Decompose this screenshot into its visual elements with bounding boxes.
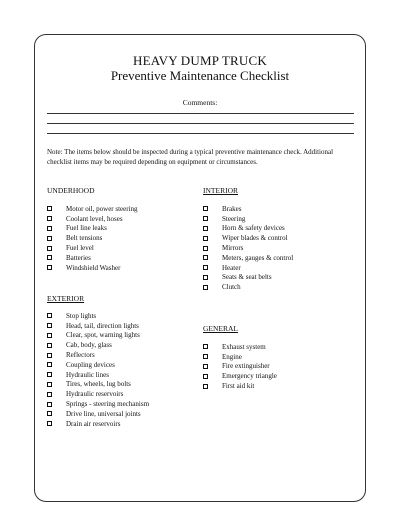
comment-line-2[interactable] <box>47 123 354 124</box>
checklist-item <box>203 214 293 224</box>
checklist-item-label: Clear, spot, warning lights <box>66 331 140 340</box>
checkbox[interactable] <box>47 362 52 367</box>
checklist-item <box>47 214 138 224</box>
checkbox[interactable] <box>47 216 52 221</box>
checkbox[interactable] <box>47 265 52 270</box>
checkbox[interactable] <box>203 265 208 270</box>
checkbox[interactable] <box>203 206 208 211</box>
checklist-item <box>47 419 149 429</box>
checklist-item-label: Coupling devices <box>66 360 115 369</box>
checklist-item <box>47 340 149 350</box>
list-exterior <box>47 311 149 429</box>
checklist-item <box>203 263 293 273</box>
checklist-item-label: Steering <box>222 214 246 223</box>
checklist-item <box>47 233 138 243</box>
checkbox[interactable] <box>47 343 52 348</box>
checklist-item <box>47 331 149 341</box>
checklist-item-label: Heater <box>222 263 241 272</box>
section-heading-exterior: EXTERIOR <box>47 294 85 303</box>
checklist-item-label: Reflectors <box>66 351 95 360</box>
checklist-item-label: Clutch <box>222 283 241 292</box>
checklist-item-label: Coolant level, hoses <box>66 214 123 223</box>
checklist-item-label: Brakes <box>222 204 242 213</box>
checklist-item <box>47 380 149 390</box>
checklist-item <box>203 371 277 381</box>
checklist-item-label: Hydraulic reservoirs <box>66 390 124 399</box>
checklist-item-label: First aid kit <box>222 382 255 391</box>
checklist-item <box>47 311 149 321</box>
checklist-item-label: Belt tensions <box>66 234 103 243</box>
list-interior <box>203 204 293 292</box>
checklist-item-label: Windshield Washer <box>66 263 121 272</box>
checkbox[interactable] <box>47 313 52 318</box>
checklist-item-label: Seats & seat belts <box>222 273 272 282</box>
checklist-sheet <box>34 34 366 502</box>
checkbox[interactable] <box>47 255 52 260</box>
checklist-item-label: Head, tail, direction lights <box>66 321 139 330</box>
checklist-item <box>203 253 293 263</box>
checkbox[interactable] <box>47 206 52 211</box>
checklist-item <box>203 243 293 253</box>
page-title: HEAVY DUMP TRUCK <box>133 53 267 68</box>
checkbox[interactable] <box>203 285 208 290</box>
checklist-item-label: Mirrors <box>222 244 244 253</box>
checkbox[interactable] <box>47 372 52 377</box>
checklist-item <box>47 204 138 214</box>
checklist-item-label: Springs - steering mechanism <box>66 400 150 409</box>
checklist-item <box>203 362 277 372</box>
checklist-item <box>47 321 149 331</box>
comment-line-1[interactable] <box>47 113 354 114</box>
checklist-item <box>203 381 277 391</box>
checklist-item-label: Drive line, universal joints <box>66 409 141 418</box>
checklist-item <box>47 263 138 273</box>
checklist-item <box>47 370 149 380</box>
checkbox[interactable] <box>203 236 208 241</box>
checkbox[interactable] <box>203 246 208 251</box>
checkbox[interactable] <box>203 354 208 359</box>
checklist-item-label: Hydraulic lines <box>66 370 109 379</box>
checkbox[interactable] <box>203 384 208 389</box>
checkbox[interactable] <box>47 333 52 338</box>
checklist-item <box>203 352 277 362</box>
checklist-item-label: Drain air reservoirs <box>66 419 121 428</box>
checklist-item-label: Horn & safety devices <box>222 224 285 233</box>
comment-line-3[interactable] <box>47 133 354 134</box>
checklist-item <box>203 204 293 214</box>
checkbox[interactable] <box>47 382 52 387</box>
checklist-item <box>203 233 293 243</box>
checklist-item-label: Fire extinguisher <box>222 362 270 371</box>
checkbox[interactable] <box>203 226 208 231</box>
checkbox[interactable] <box>203 255 208 260</box>
list-underhood <box>47 204 138 273</box>
checkbox[interactable] <box>203 364 208 369</box>
checkbox[interactable] <box>47 421 52 426</box>
checklist-item <box>47 350 149 360</box>
checklist-item <box>47 224 138 234</box>
checkbox[interactable] <box>47 402 52 407</box>
checkbox[interactable] <box>203 374 208 379</box>
checklist-item-label: Fuel line leaks <box>66 224 107 233</box>
checkbox[interactable] <box>203 344 208 349</box>
page-subtitle: Preventive Maintenance Checklist <box>110 68 290 83</box>
checklist-item-label: Batteries <box>66 253 91 262</box>
checkbox[interactable] <box>203 216 208 221</box>
section-heading-interior: INTERIOR <box>203 186 238 195</box>
checklist-item-label: Meters, gauges & control <box>222 253 294 262</box>
inspection-note: Note: The items below should be inspected during a typical preventive maintenance check. Additional checklist items may be required depending on equipment or circumstances. <box>47 148 334 166</box>
checklist-item <box>203 282 293 292</box>
comments-label: Comments: <box>182 98 218 107</box>
checkbox[interactable] <box>47 392 52 397</box>
checklist-item-label: Fuel level <box>66 244 94 253</box>
checkbox[interactable] <box>47 411 52 416</box>
checklist-item <box>47 389 149 399</box>
checklist-item <box>203 342 277 352</box>
checklist-item-label: Stop lights <box>66 311 97 320</box>
checklist-item-label: Wiper blades & control <box>222 234 288 243</box>
checkbox[interactable] <box>47 353 52 358</box>
checklist-item-label: Engine <box>222 352 242 361</box>
checklist-item <box>47 360 149 370</box>
checklist-item <box>203 224 293 234</box>
checkbox[interactable] <box>47 236 52 241</box>
checklist-item-label: Emergency triangle <box>222 372 277 381</box>
checkbox[interactable] <box>47 226 52 231</box>
checklist-item <box>47 409 149 419</box>
list-general <box>203 342 277 391</box>
checklist-item <box>203 273 293 283</box>
section-heading-general: GENERAL <box>203 324 238 333</box>
checkbox[interactable] <box>47 323 52 328</box>
checkbox[interactable] <box>203 275 208 280</box>
checklist-item-label: Tires, wheels, lug bolts <box>66 380 131 389</box>
checklist-item-label: Motor oil, power steering <box>66 204 138 213</box>
checklist-item <box>47 243 138 253</box>
checklist-item-label: Cab, body, glass <box>66 341 112 350</box>
checklist-item <box>47 399 149 409</box>
section-heading-underhood: UNDERHOOD <box>47 186 95 195</box>
checklist-item-label: Exhaust system <box>222 342 266 351</box>
checkbox[interactable] <box>47 246 52 251</box>
checklist-item <box>47 253 138 263</box>
